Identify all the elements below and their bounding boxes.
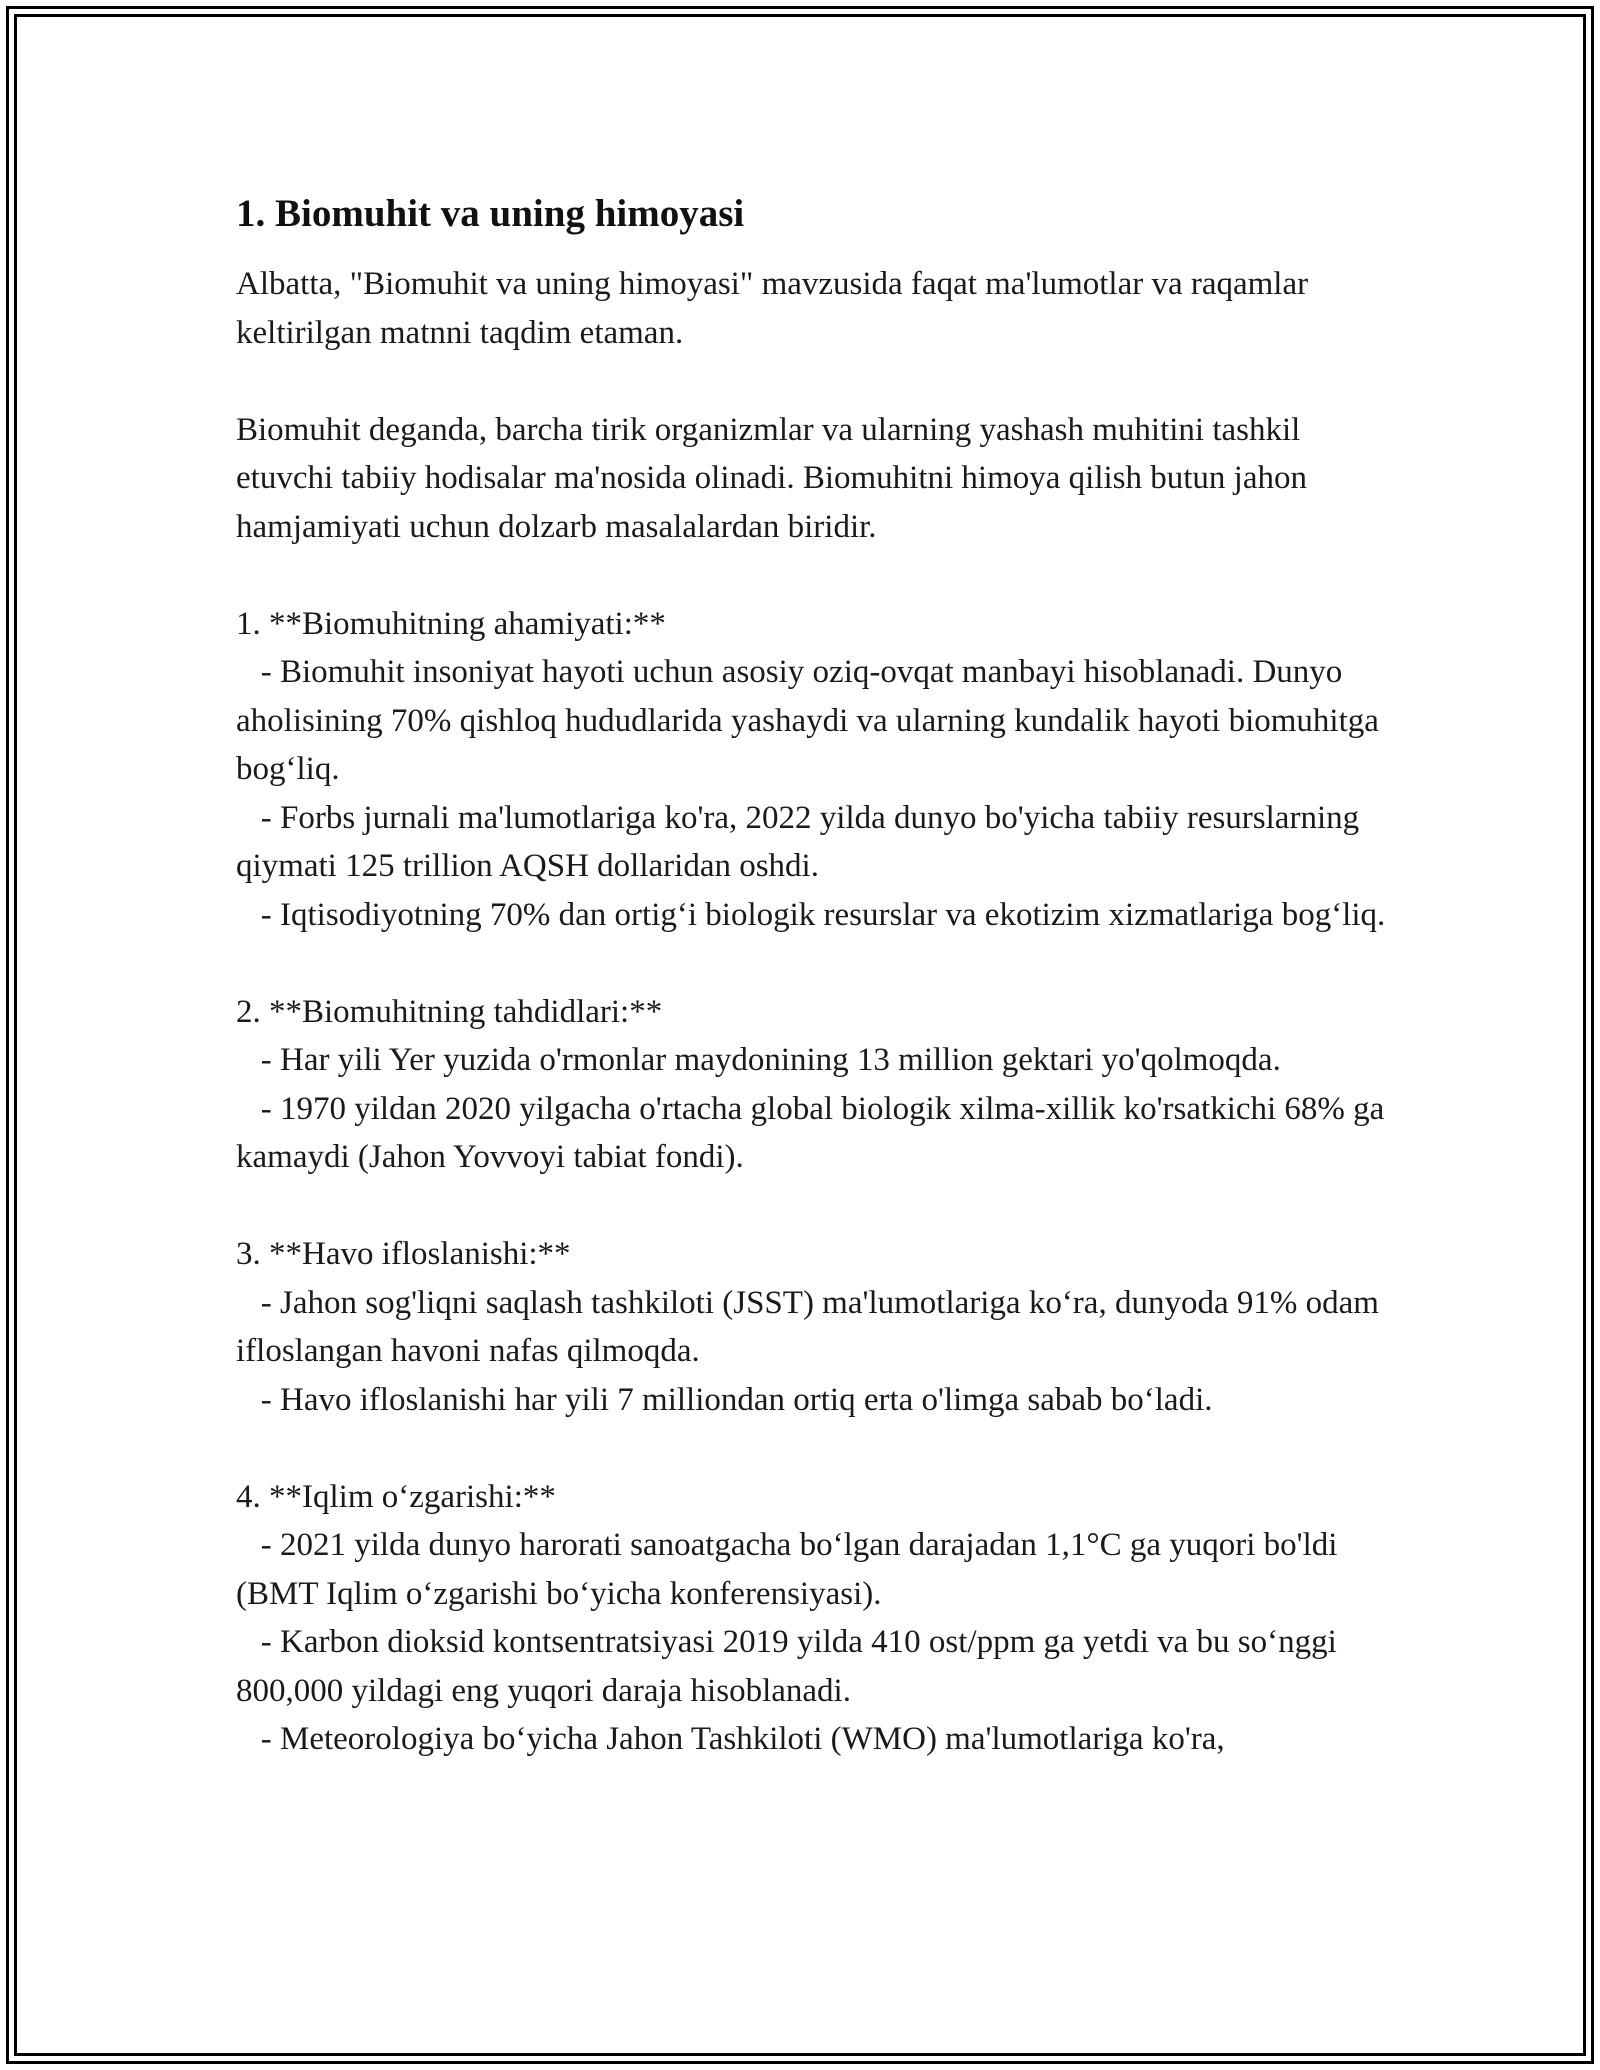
bullet-item <box>236 1521 1386 1618</box>
bullet-text: - 1970 yildan 2020 yilgacha o'rtacha global biologik xilma-xillik ko'rsatkichi 68% ga kamaydi (Jahon Yovvoyi tabiat fondi). <box>236 1090 1385 1175</box>
section-heading: 4. **Iqlim o‘zgarishi:** <box>236 1478 556 1515</box>
bullet-text: - Karbon dioksid kontsentratsiyasi 2019 yilda 410 ost/ppm ga yetdi va bu so‘nggi 800,000 yildagi eng yuqori daraja hisoblanadi. <box>236 1624 1337 1709</box>
bullet-item <box>236 1085 1386 1182</box>
section-climate-change <box>236 1473 1386 1764</box>
paragraph-gap <box>236 1182 1386 1231</box>
section-importance <box>236 600 1386 940</box>
bullet-item <box>236 1036 1386 1085</box>
bullet-item <box>236 1618 1386 1715</box>
paragraph-gap <box>236 939 1386 988</box>
bullet-item <box>236 1376 1386 1425</box>
document-body <box>236 186 1386 1764</box>
bullet-text: - Iqtisodiyotning 70% dan ortig‘i biologik resurslar va ekotizim xizmatlariga bog‘liq. <box>260 896 1386 933</box>
intro-paragraph: Albatta, "Biomuhit va uning himoyasi" mavzusida faqat ma'lumotlar va raqamlar keltirilgan matnni taqdim etaman. <box>236 266 1309 351</box>
bullet-text: - Har yili Yer yuzida o'rmonlar maydonining 13 million gektari yo'qolmoqda. <box>260 1042 1281 1078</box>
document-title: 1. Biomuhit va uning himoyasi <box>236 192 745 235</box>
section-heading: 2. **Biomuhitning tahdidlari:** <box>236 993 663 1030</box>
bullet-text: - Havo ifloslanishi har yili 7 milliondan ortiq erta o'limga sabab bo‘ladi. <box>260 1381 1213 1418</box>
section-air-pollution <box>236 1230 1386 1424</box>
definition-paragraph: Biomuhit deganda, barcha tirik organizmlar va ularning yashash muhitini tashkil etuvchi tabiiy hodisalar ma'nosida olinadi. Biomuhitni himoya qilish butun jahon hamjamiyati uchun dolzarb masalalardan biridir. <box>236 411 1307 545</box>
bullet-text: - 2021 yilda dunyo harorati sanoatgacha bo‘lgan darajadan 1,1°C ga yuqori bo'ldi (BMT Iqlim o‘zgarishi bo‘yicha konferensiyasi). <box>236 1527 1338 1612</box>
bullet-item <box>236 794 1386 891</box>
bullet-text: - Jahon sog'liqni saqlash tashkiloti (JSST) ma'lumotlariga ko‘ra, dunyoda 91% odam ifloslangan havoni nafas qilmoqda. <box>236 1284 1379 1369</box>
bullet-item <box>236 648 1386 794</box>
bullet-text: - Meteorologiya bo‘yicha Jahon Tashkiloti (WMO) ma'lumotlariga ko'ra, <box>260 1721 1225 1757</box>
section-threats <box>236 988 1386 1182</box>
section-heading: 3. **Havo ifloslanishi:** <box>236 1236 571 1272</box>
paragraph-gap <box>236 1424 1386 1473</box>
bullet-text: - Biomuhit insoniyat hayoti uchun asosiy oziq-ovqat manbayi hisoblanadi. Dunyo aholisining 70% qishloq hududlarida yashaydi va ularning kundalik hayoti biomuhitga bog‘liq. <box>236 654 1379 787</box>
paragraph-gap <box>236 551 1386 600</box>
paragraph-gap <box>236 357 1386 406</box>
bullet-item <box>236 891 1386 940</box>
bullet-text: - Forbs jurnali ma'lumotlariga ko'ra, 2022 yilda dunyo bo'yicha tabiiy resurslarning qiymati 125 trillion AQSH dollaridan oshdi. <box>236 799 1360 884</box>
bullet-item <box>236 1279 1386 1376</box>
bullet-item <box>236 1715 1386 1764</box>
section-heading: 1. **Biomuhitning ahamiyati:** <box>236 605 666 642</box>
